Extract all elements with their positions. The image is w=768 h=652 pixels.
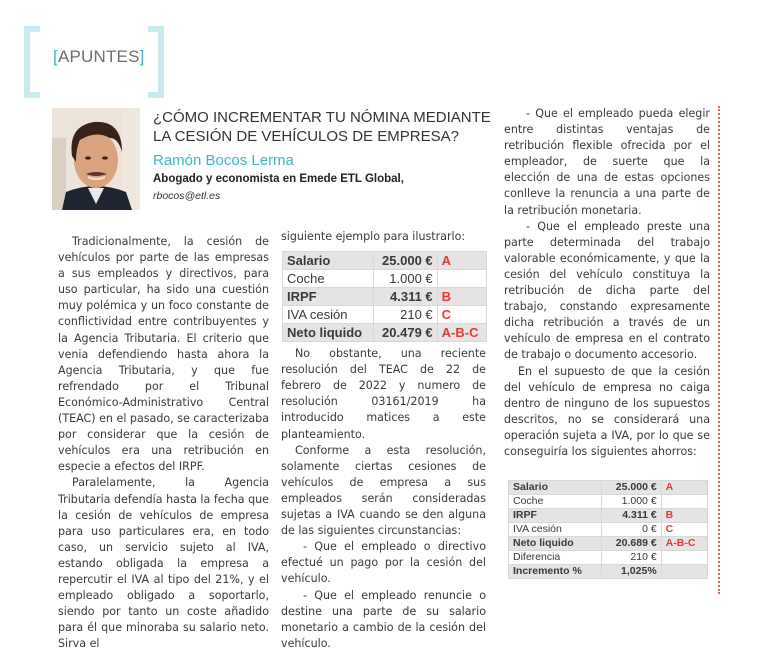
author-photo xyxy=(52,108,140,210)
example-table-with-vat xyxy=(282,251,487,342)
row-value: 1,025% xyxy=(602,565,662,579)
author-name: Ramón Bocos Lerma xyxy=(153,152,294,169)
author-role: Abogado y economista en Emede ETL Global, xyxy=(153,173,404,185)
row-note xyxy=(661,565,707,579)
row-note: A-B-C xyxy=(437,324,486,342)
row-label: Coche xyxy=(509,495,602,509)
row-value: 1.000 € xyxy=(602,495,662,509)
decorative-bracket-left xyxy=(24,26,40,98)
table-row xyxy=(509,495,708,509)
paragraph: Tradicionalmente, la cesión de vehículos por parte de las empresas a sus empleados y directivos, para uso particular, ha sido una cuestión muy polémica y un foco constante de conflictividad entre contribuyentes y la Agencia Tributaria. El criterio que venia defendiendo hasta ahora la Agencia Tributaria, y que fue refrendado por el Tribunal Económico-Administrativo Central (TEAC) en el pasado, se caracterizaba por considerar que la cesión de vehículos era una retribución en especie a efectos del IRPF. xyxy=(58,235,269,474)
table-row xyxy=(283,252,487,270)
table-row xyxy=(509,509,708,523)
table-row xyxy=(283,306,487,324)
label-bracket-open: [ xyxy=(53,47,58,66)
bullet-item: - Que el empleado renuncie o destine una parte de su salario monetario a cambio de la cesión del vehículo. xyxy=(281,588,486,650)
row-value: 0 € xyxy=(602,523,662,537)
row-note xyxy=(661,551,707,565)
row-value: 1.000 € xyxy=(373,270,437,288)
paragraph: siguiente ejemplo para ilustrarlo: xyxy=(281,230,466,243)
paragraph: No obstante, una reciente resolución del TEAC de 22 de febrero de 2022 y numero de resolución 03161/2019 ha introducido matices a este planteamiento. xyxy=(281,347,486,441)
row-note: B xyxy=(661,509,707,523)
section-label-text: APUNTES xyxy=(57,47,140,66)
article-header xyxy=(153,108,491,203)
row-label: Salario xyxy=(509,481,602,495)
row-note xyxy=(661,495,707,509)
row-value: 20.479 € xyxy=(373,324,437,342)
table-row xyxy=(509,551,708,565)
row-note xyxy=(437,270,486,288)
row-note: A-B-C xyxy=(661,537,707,551)
table-row xyxy=(509,537,708,551)
row-label: Neto liquido xyxy=(509,537,602,551)
bullet-item: - Que el empleado pueda elegir entre distintas ventajas de retribución flexible ofrecida por el empleador, de suerte que la elección de una de estas opciones conlleve la renuncia a una parte de la retribución monetaria. xyxy=(504,107,710,217)
savings-table-without-vat xyxy=(508,480,708,579)
table-row xyxy=(283,270,487,288)
row-note: C xyxy=(661,523,707,537)
row-label: Diferencia xyxy=(509,551,602,565)
row-value: 210 € xyxy=(602,551,662,565)
table-row xyxy=(509,523,708,537)
column-1 xyxy=(58,234,269,652)
paragraph: Conforme a esta resolución, solamente ciertas cesiones de vehículos de empresa a sus empleados serán consideradas sujetas a IVA cuando se den alguna de las siguientes circunstancias: xyxy=(281,443,486,538)
row-value: 25.000 € xyxy=(602,481,662,495)
decorative-bracket-right xyxy=(148,26,164,98)
row-label: IVA cesión xyxy=(509,523,602,537)
row-label: Incremento % xyxy=(509,565,602,579)
bullet-item: - Que el empleado o directivo efectué un pago por la cesión del vehículo. xyxy=(281,540,486,586)
paragraph: Paralelamente, la Agencia Tributaria defendía hasta la fecha que la cesión de vehículos de empresa para uso particulares era, en todo caso, un servicio sujeto al IVA, estando obligada la empresa a repercutir el IVA al tipo del 21%, y el empleado obligado a soportarlo, siendo por tanto un coste añadido para él que minoraba su salario neto. Sirva el xyxy=(58,476,269,651)
table-row xyxy=(509,565,708,579)
table-row xyxy=(283,288,487,306)
dotted-column-divider xyxy=(718,106,720,594)
row-label: Salario xyxy=(283,252,374,270)
article-title-line-1: ¿CÓMO INCREMENTAR TU NÓMINA MEDIANTE xyxy=(153,109,491,126)
table-row xyxy=(283,324,487,342)
row-label: IRPF xyxy=(283,288,374,306)
table-row xyxy=(509,481,708,495)
row-note: C xyxy=(437,306,486,324)
row-note: A xyxy=(661,481,707,495)
row-label: IRPF xyxy=(509,509,602,523)
paragraph: En el supuesto de que la cesión del vehículo de empresa no caiga dentro de ninguno de los supuestos descritos, no se considerará una operación sujeta a IVA, por lo que se conseguiría los siguientes ahorros: xyxy=(504,364,710,458)
section-label xyxy=(53,47,145,67)
label-bracket-close: ] xyxy=(139,47,145,66)
row-label: Neto liquido xyxy=(283,324,374,342)
bullet-item: - Que el empleado preste una parte determinada del trabajo valorable económicamente, y que la cesión del vehículo constituya la retribución de dicha parte del trabajo, constando expresamente dicha retribución a través de un vehículo de empresa en el contrato de trabajo o documento accesorio. xyxy=(504,219,710,362)
article-title xyxy=(153,108,491,146)
row-value: 25.000 € xyxy=(373,252,437,270)
column-2 xyxy=(281,229,486,652)
row-value: 210 € xyxy=(373,306,437,324)
row-value: 4.311 € xyxy=(373,288,437,306)
author-email[interactable]: rbocos@etl.es xyxy=(153,190,221,202)
row-value: 20.689 € xyxy=(602,537,662,551)
row-note: A xyxy=(437,252,486,270)
column-3 xyxy=(504,106,710,579)
row-label: IVA cesión xyxy=(283,306,374,324)
article-title-line-2: LA CESIÓN DE VEHÍCULOS DE EMPRESA? xyxy=(153,128,459,145)
row-value: 4.311 € xyxy=(602,509,662,523)
row-label: Coche xyxy=(283,270,374,288)
row-note: B xyxy=(437,288,486,306)
